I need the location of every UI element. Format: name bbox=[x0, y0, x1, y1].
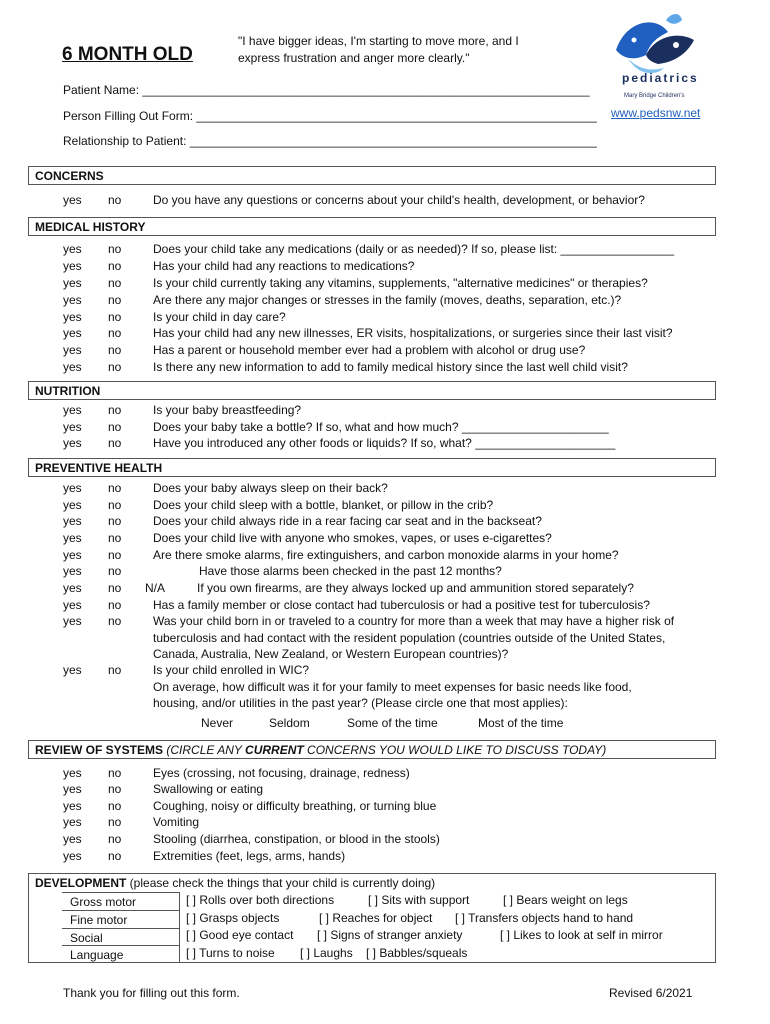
option-some-of-the-time[interactable]: Some of the time bbox=[347, 716, 438, 730]
question-row bbox=[0, 799, 770, 816]
section-nutrition bbox=[28, 381, 716, 400]
question-text-continued: housing, and/or utilities in the past year? (Please circle one that most applies): bbox=[153, 696, 568, 710]
question-row bbox=[0, 326, 770, 343]
dev-checkbox[interactable]: [ ] Turns to noise bbox=[186, 946, 275, 960]
question-row bbox=[0, 343, 770, 360]
dev-checkbox[interactable]: [ ] Grasps objects bbox=[186, 911, 280, 925]
no-option[interactable]: no bbox=[108, 242, 122, 256]
question-text: Has a family member or close contact had tuberculosis or had a positive test for tuberculosis? bbox=[153, 598, 650, 612]
question-row bbox=[0, 598, 770, 615]
question-text: On average, how difficult was it for your family to meet expenses for basic needs like food, bbox=[153, 680, 632, 694]
dev-checkbox[interactable]: [ ] Signs of stranger anxiety bbox=[317, 928, 463, 942]
no-option[interactable]: no bbox=[108, 663, 122, 677]
no-option[interactable]: no bbox=[108, 598, 122, 612]
question-text: Does your child live with anyone who smokes, vapes, or uses e-cigarettes? bbox=[153, 531, 552, 545]
milestone-quote: "I have bigger ideas, I'm starting to move more, and I express frustration and anger more clearly." bbox=[238, 34, 519, 65]
yes-option[interactable]: yes bbox=[63, 420, 82, 434]
no-option[interactable]: no bbox=[108, 276, 122, 290]
section-instruction: (CIRCLE ANY bbox=[166, 743, 246, 757]
no-option[interactable]: no bbox=[108, 531, 122, 545]
no-option[interactable]: no bbox=[108, 310, 122, 324]
question-text: Does your child always ride in a rear facing car seat and in the backseat? bbox=[153, 514, 542, 528]
question-text: Is your child enrolled in WIC? bbox=[153, 663, 310, 677]
person-filling-field[interactable]: Person Filling Out Form: ____________________________________________________________ bbox=[63, 109, 597, 123]
section-heading: REVIEW OF SYSTEMS bbox=[35, 743, 164, 757]
question-text: Is your child currently taking any vitamins, supplements, "alternative medicines" or therapies? bbox=[153, 276, 648, 290]
no-option[interactable]: no bbox=[108, 799, 122, 813]
no-option[interactable]: no bbox=[108, 815, 122, 829]
question-row bbox=[0, 815, 770, 832]
dev-label-fine-motor: Fine motor bbox=[62, 910, 180, 928]
yes-option[interactable]: yes bbox=[63, 481, 82, 495]
no-option[interactable]: no bbox=[108, 293, 122, 307]
patient-name-field[interactable]: Patient Name: ___________________________________________________________________ bbox=[63, 83, 590, 97]
dev-label-gross-motor: Gross motor bbox=[62, 892, 180, 910]
question-text: Coughing, noisy or difficulty breathing, or turning blue bbox=[153, 799, 437, 813]
question-row bbox=[0, 420, 770, 437]
dev-label-social: Social bbox=[62, 928, 180, 946]
question-text: Swallowing or eating bbox=[153, 782, 264, 796]
question-row bbox=[0, 849, 770, 866]
question-row bbox=[0, 293, 770, 310]
question-row bbox=[0, 782, 770, 799]
dev-checkbox[interactable]: [ ] Sits with support bbox=[368, 893, 470, 907]
yes-option[interactable]: yes bbox=[63, 436, 82, 450]
yes-option[interactable]: yes bbox=[63, 548, 82, 562]
yes-option[interactable]: yes bbox=[63, 259, 82, 273]
logo-text: pediatrics bbox=[622, 71, 699, 85]
question-text: Has a parent or household member ever had a problem with alcohol or drug use? bbox=[153, 343, 586, 357]
yes-option[interactable]: yes bbox=[63, 849, 82, 863]
section-instruction: CONCERNS YOU WOULD LIKE TO DISCUSS TODAY) bbox=[303, 743, 607, 757]
question-text: Extremities (feet, legs, arms, hands) bbox=[153, 849, 346, 863]
development-heading bbox=[35, 876, 435, 890]
question-row bbox=[0, 276, 770, 293]
no-option[interactable]: no bbox=[108, 436, 122, 450]
no-option[interactable]: no bbox=[108, 498, 122, 512]
footer-revised: Revised 6/2021 bbox=[609, 986, 693, 1000]
yes-option[interactable]: yes bbox=[63, 514, 82, 528]
yes-option[interactable]: yes bbox=[63, 498, 82, 512]
dev-checkbox[interactable]: [ ] Good eye contact bbox=[186, 928, 294, 942]
question-text: Does your baby always sleep on their back? bbox=[153, 481, 388, 495]
question-row bbox=[0, 360, 770, 377]
footer-thanks: Thank you for filling out this form. bbox=[63, 986, 240, 1000]
question-text: Does your baby take a bottle? If so, what and how much? ______________________ bbox=[153, 420, 609, 434]
question-row bbox=[0, 259, 770, 276]
yes-option[interactable]: yes bbox=[63, 360, 82, 374]
option-most-of-the-time[interactable]: Most of the time bbox=[478, 716, 564, 730]
question-text: Are there any major changes or stresses in the family (moves, deaths, separation, etc.)? bbox=[153, 293, 622, 307]
question-row bbox=[0, 531, 770, 548]
question-text: If you own firearms, are they always locked up and ammunition stored separately? bbox=[197, 581, 634, 595]
no-option[interactable]: no bbox=[108, 614, 122, 628]
dev-checkbox[interactable]: [ ] Babbles/squeals bbox=[366, 946, 468, 960]
no-option[interactable]: no bbox=[108, 514, 122, 528]
yes-option[interactable]: yes bbox=[63, 614, 82, 628]
question-text: Have you introduced any other foods or liquids? If so, what? _____________________ bbox=[153, 436, 616, 450]
question-row bbox=[0, 832, 770, 849]
section-heading: NUTRITION bbox=[35, 384, 101, 398]
yes-option[interactable]: yes bbox=[63, 799, 82, 813]
question-row bbox=[0, 242, 770, 259]
question-text-continued: tuberculosis and had contact with the resident population (countries outside of the United States, bbox=[153, 631, 666, 645]
yes-option[interactable]: yes bbox=[63, 832, 82, 846]
section-instruction: (please check the things that your child is currently doing) bbox=[126, 876, 436, 890]
dev-checkbox[interactable]: [ ] Transfers objects hand to hand bbox=[455, 911, 634, 925]
question-row bbox=[0, 564, 770, 581]
question-text: Eyes (crossing, not focusing, drainage, redness) bbox=[153, 766, 410, 780]
yes-option[interactable]: yes bbox=[63, 766, 82, 780]
no-option[interactable]: no bbox=[108, 259, 122, 273]
no-option[interactable]: no bbox=[108, 403, 122, 417]
section-heading: PREVENTIVE HEALTH bbox=[35, 461, 163, 475]
yes-option[interactable]: yes bbox=[63, 581, 82, 595]
dev-checkbox[interactable]: [ ] Laughs bbox=[300, 946, 353, 960]
dev-checkbox[interactable]: [ ] Rolls over both directions bbox=[186, 893, 335, 907]
question-row bbox=[0, 498, 770, 515]
question-text: Vomiting bbox=[153, 815, 200, 829]
logo-subtext: Mary Bridge Children's bbox=[624, 93, 685, 99]
question-text: Is your baby breastfeeding? bbox=[153, 403, 302, 417]
no-option[interactable]: no bbox=[108, 832, 122, 846]
section-preventive-health bbox=[28, 458, 716, 477]
section-concerns bbox=[28, 166, 716, 185]
no-option[interactable]: no bbox=[108, 782, 122, 796]
question-text: Does your child take any medications (daily or as needed)? If so, please list: _________________ bbox=[153, 242, 674, 256]
website-link[interactable]: www.pedsnw.net bbox=[611, 106, 701, 120]
no-option[interactable]: no bbox=[108, 481, 122, 495]
section-heading: DEVELOPMENT bbox=[35, 876, 127, 890]
question-text: Do you have any questions or concerns about your child's health, development, or behavior? bbox=[153, 193, 645, 207]
no-option[interactable]: no bbox=[108, 193, 122, 207]
question-text: Have those alarms been checked in the past 12 months? bbox=[199, 564, 502, 578]
question-row bbox=[0, 310, 770, 327]
yes-option[interactable]: yes bbox=[63, 326, 82, 340]
yes-option[interactable]: yes bbox=[63, 564, 82, 578]
no-option[interactable]: no bbox=[108, 326, 122, 340]
no-option[interactable]: no bbox=[108, 581, 122, 595]
section-heading: CONCERNS bbox=[35, 169, 104, 183]
yes-option[interactable]: yes bbox=[63, 663, 82, 677]
no-option[interactable]: no bbox=[108, 564, 122, 578]
question-row bbox=[0, 614, 770, 631]
question-row bbox=[0, 193, 770, 210]
yes-option[interactable]: yes bbox=[63, 598, 82, 612]
question-row bbox=[0, 481, 770, 498]
question-text: Does your child sleep with a bottle, blanket, or pillow in the crib? bbox=[153, 498, 494, 512]
orca-logo-icon bbox=[606, 10, 710, 102]
no-option[interactable]: no bbox=[108, 849, 122, 863]
no-option[interactable]: no bbox=[108, 548, 122, 562]
question-row bbox=[0, 663, 770, 680]
question-row bbox=[0, 436, 770, 453]
dev-checkbox[interactable]: [ ] Bears weight on legs bbox=[503, 893, 628, 907]
question-text: Is there any new information to add to family medical history since the last well child visit? bbox=[153, 360, 628, 374]
yes-option[interactable]: yes bbox=[63, 815, 82, 829]
question-text-continued: Canada, Australia, New Zealand, or Western European countries)? bbox=[153, 647, 509, 661]
na-option[interactable]: N/A bbox=[145, 581, 166, 595]
question-text: Is your child in day care? bbox=[153, 310, 286, 324]
no-option[interactable]: no bbox=[108, 343, 122, 357]
yes-option[interactable]: yes bbox=[63, 242, 82, 256]
yes-option[interactable]: yes bbox=[63, 276, 82, 290]
section-medical-history bbox=[28, 217, 716, 236]
question-text: Stooling (diarrhea, constipation, or blood in the stools) bbox=[153, 832, 440, 846]
option-never[interactable]: Never bbox=[201, 716, 234, 730]
question-text: Has your child had any reactions to medications? bbox=[153, 259, 415, 273]
yes-option[interactable]: yes bbox=[63, 310, 82, 324]
yes-option[interactable]: yes bbox=[63, 193, 82, 207]
no-option[interactable]: no bbox=[108, 420, 122, 434]
yes-option[interactable]: yes bbox=[63, 343, 82, 357]
option-seldom[interactable]: Seldom bbox=[269, 716, 310, 730]
no-option[interactable]: no bbox=[108, 766, 122, 780]
question-row bbox=[0, 548, 770, 565]
question-text: Has your child had any new illnesses, ER visits, hospitalizations, or surgeries since their last visit? bbox=[153, 326, 673, 340]
yes-option[interactable]: yes bbox=[63, 782, 82, 796]
question-row bbox=[0, 403, 770, 420]
question-row bbox=[0, 581, 770, 598]
yes-option[interactable]: yes bbox=[63, 403, 82, 417]
dev-checkbox[interactable]: [ ] Reaches for object bbox=[319, 911, 433, 925]
yes-option[interactable]: yes bbox=[63, 531, 82, 545]
question-text: Was your child born in or traveled to a country for more than a week that may have a higher risk of bbox=[153, 614, 675, 628]
question-row bbox=[0, 766, 770, 783]
form-title: 6 MONTH OLD bbox=[62, 44, 193, 65]
relationship-field[interactable]: Relationship to Patient: _____________________________________________________________ bbox=[63, 134, 597, 148]
question-row bbox=[0, 514, 770, 531]
section-heading: MEDICAL HISTORY bbox=[35, 220, 146, 234]
dev-checkbox[interactable]: [ ] Likes to look at self in mirror bbox=[500, 928, 663, 942]
no-option[interactable]: no bbox=[108, 360, 122, 374]
question-text: Are there smoke alarms, fire extinguishers, and carbon monoxide alarms in your home? bbox=[153, 548, 619, 562]
yes-option[interactable]: yes bbox=[63, 293, 82, 307]
section-instruction-emphasis: CURRENT bbox=[245, 743, 304, 757]
dev-label-language: Language bbox=[62, 945, 180, 963]
section-review-of-systems bbox=[28, 740, 716, 759]
